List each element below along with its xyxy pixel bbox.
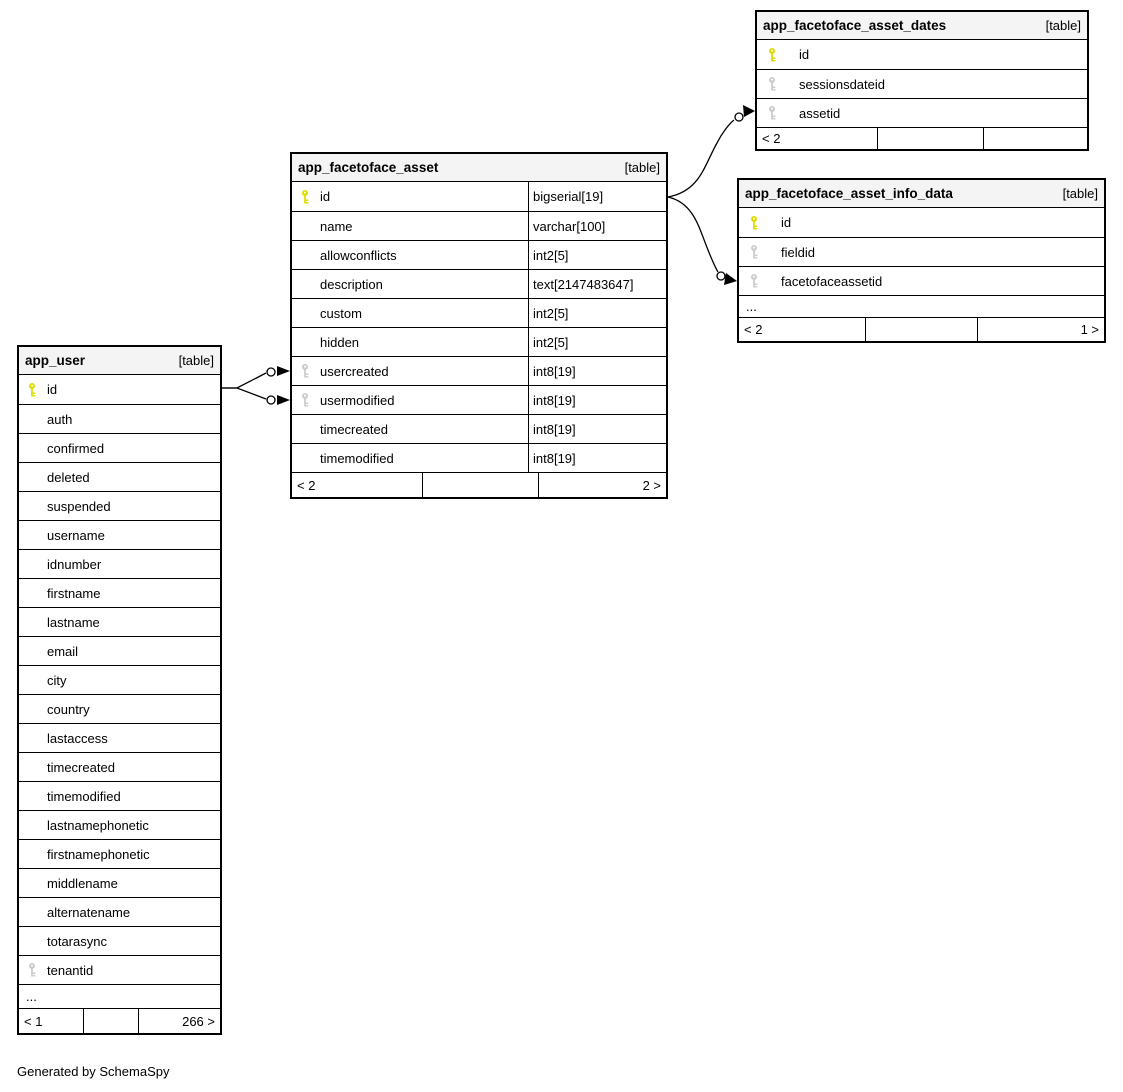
column-row <box>739 237 1104 266</box>
column-row <box>19 636 220 665</box>
column-name: middlename <box>47 875 118 891</box>
column-row <box>292 385 666 414</box>
arrowhead-marker <box>277 366 290 376</box>
column-name: id <box>47 382 58 397</box>
column-list <box>19 375 220 984</box>
column-name: assetid <box>799 105 841 121</box>
column-list <box>739 208 1104 295</box>
ellipsis-row: ... <box>739 295 1104 317</box>
relationship-line <box>668 197 718 272</box>
column-row <box>19 752 220 781</box>
column-row <box>19 462 220 491</box>
foreign-key-icon <box>300 363 320 379</box>
table-app-user <box>17 345 222 1035</box>
relationship-asset-id-to-infodata-facetofaceassetid <box>668 197 737 285</box>
arrowhead-marker <box>277 395 290 405</box>
column-type: varchar[100] <box>528 212 666 240</box>
column-type: int2[5] <box>528 241 666 269</box>
column-name: allowconflicts <box>320 247 397 263</box>
column-name: lastnamephonetic <box>47 817 149 833</box>
related-count-left: < 2 <box>762 131 781 146</box>
column-type: int8[19] <box>528 357 666 385</box>
column-row <box>19 839 220 868</box>
relationship-user-id-to-usercreated <box>222 366 290 388</box>
column-name: suspended <box>47 498 111 514</box>
footer-middle-cell <box>422 473 538 497</box>
column-row <box>19 810 220 839</box>
table-name: app_facetoface_asset_dates <box>763 18 947 33</box>
column-row <box>739 266 1104 295</box>
footer-middle-cell <box>877 128 983 149</box>
column-row <box>19 897 220 926</box>
table-footer <box>292 472 666 497</box>
column-row <box>19 955 220 984</box>
column-row <box>292 269 666 298</box>
table-type-tag: [table] <box>624 160 660 175</box>
table-name: app_facetoface_asset_info_data <box>745 186 953 201</box>
column-name: name <box>320 218 353 234</box>
column-type: text[2147483647] <box>528 270 666 298</box>
generator-note: Generated by SchemaSpy <box>17 1064 170 1079</box>
table-footer <box>739 317 1104 341</box>
related-count-left: < 2 <box>297 477 316 493</box>
column-row <box>19 491 220 520</box>
foreign-key-icon <box>749 244 781 260</box>
column-row <box>739 208 1104 237</box>
relationship-line <box>222 388 266 399</box>
table-header[interactable] <box>292 154 666 182</box>
column-type: int2[5] <box>528 328 666 356</box>
table-header[interactable] <box>757 12 1087 40</box>
column-list <box>292 182 666 472</box>
column-name: auth <box>47 411 73 427</box>
related-count-left: < 1 <box>24 1013 43 1029</box>
column-type: bigserial[19] <box>528 182 666 211</box>
optional-circle-marker <box>267 368 275 376</box>
column-name: city <box>47 672 67 688</box>
column-name: email <box>47 643 79 659</box>
column-type: int8[19] <box>528 415 666 443</box>
column-name: hidden <box>320 334 360 350</box>
column-row <box>19 665 220 694</box>
table-app-facetoface-asset-dates <box>755 10 1089 151</box>
column-name: id <box>781 215 792 230</box>
column-name: custom <box>320 305 362 321</box>
column-name: lastname <box>47 614 100 630</box>
related-count-left: < 2 <box>744 322 763 337</box>
column-row <box>757 69 1087 98</box>
relationship-line <box>222 373 266 388</box>
column-type: int8[19] <box>528 386 666 414</box>
related-count-right <box>983 128 1087 149</box>
foreign-key-icon <box>767 105 799 121</box>
primary-key-icon <box>767 47 799 63</box>
ellipsis-row: ... <box>19 984 220 1008</box>
column-name: firstnamephonetic <box>47 846 150 862</box>
table-header[interactable] <box>19 347 220 375</box>
relationship-user-id-to-usermodified <box>222 388 290 405</box>
column-type: int8[19] <box>528 444 666 472</box>
column-row <box>19 926 220 955</box>
column-list <box>757 40 1087 127</box>
column-name: deleted <box>47 469 90 485</box>
column-name: facetofaceassetid <box>781 273 883 289</box>
column-row <box>19 433 220 462</box>
table-name: app_facetoface_asset <box>298 160 439 175</box>
column-name: id <box>320 189 331 204</box>
foreign-key-icon <box>767 76 799 92</box>
table-type-tag: [table] <box>1062 186 1098 201</box>
table-app-facetoface-asset-info-data <box>737 178 1106 343</box>
column-name: id <box>799 47 810 62</box>
table-name: app_user <box>25 353 86 368</box>
column-name: lastaccess <box>47 730 108 746</box>
column-name: confirmed <box>47 440 105 456</box>
column-row <box>19 781 220 810</box>
column-type: int2[5] <box>528 299 666 327</box>
column-row <box>292 298 666 327</box>
column-name: username <box>47 527 105 543</box>
column-row <box>19 694 220 723</box>
related-count-right: 266 > <box>138 1009 220 1033</box>
column-name: idnumber <box>47 556 102 572</box>
arrowhead-marker <box>743 105 755 117</box>
column-name: fieldid <box>781 244 815 260</box>
column-row <box>19 578 220 607</box>
table-footer <box>757 127 1087 149</box>
table-type-tag: [table] <box>1045 18 1081 33</box>
optional-circle-marker <box>267 396 275 404</box>
column-row <box>19 868 220 897</box>
table-footer <box>19 1008 220 1033</box>
column-name: timecreated <box>320 421 388 437</box>
column-row <box>292 211 666 240</box>
footer-middle-cell <box>83 1009 138 1033</box>
column-row <box>292 414 666 443</box>
relationship-line <box>668 120 734 197</box>
column-row <box>19 723 220 752</box>
column-name: timecreated <box>47 759 115 775</box>
primary-key-icon <box>27 382 47 398</box>
column-name: timemodified <box>47 788 121 804</box>
column-row <box>19 375 220 404</box>
related-count-right: 2 > <box>538 473 666 497</box>
column-name: alternatename <box>47 904 131 920</box>
column-name: timemodified <box>320 450 394 466</box>
optional-circle-marker <box>717 272 725 280</box>
column-name: description <box>320 276 383 292</box>
column-row <box>757 40 1087 69</box>
column-name: usercreated <box>320 363 389 379</box>
column-row <box>292 182 666 211</box>
column-name: firstname <box>47 585 101 601</box>
column-name: totarasync <box>47 933 107 949</box>
column-row <box>292 356 666 385</box>
foreign-key-icon <box>300 392 320 408</box>
related-count-right: 1 > <box>977 318 1104 341</box>
column-name: tenantid <box>47 962 94 978</box>
column-row <box>292 443 666 472</box>
column-row <box>19 520 220 549</box>
table-type-tag: [table] <box>178 353 214 368</box>
arrowhead-marker <box>724 273 737 285</box>
column-row <box>292 327 666 356</box>
optional-circle-marker <box>735 113 743 121</box>
foreign-key-icon <box>27 962 47 978</box>
column-name: country <box>47 701 90 717</box>
table-header[interactable] <box>739 180 1104 208</box>
column-row <box>19 549 220 578</box>
column-name: sessionsdateid <box>799 76 885 92</box>
table-app-facetoface-asset <box>290 152 668 499</box>
column-row <box>292 240 666 269</box>
foreign-key-icon <box>749 273 781 289</box>
primary-key-icon <box>300 189 320 205</box>
column-row <box>19 607 220 636</box>
column-row <box>757 98 1087 127</box>
column-name: usermodified <box>320 392 395 408</box>
footer-middle-cell <box>865 318 977 341</box>
primary-key-icon <box>749 215 781 231</box>
column-row <box>19 404 220 433</box>
